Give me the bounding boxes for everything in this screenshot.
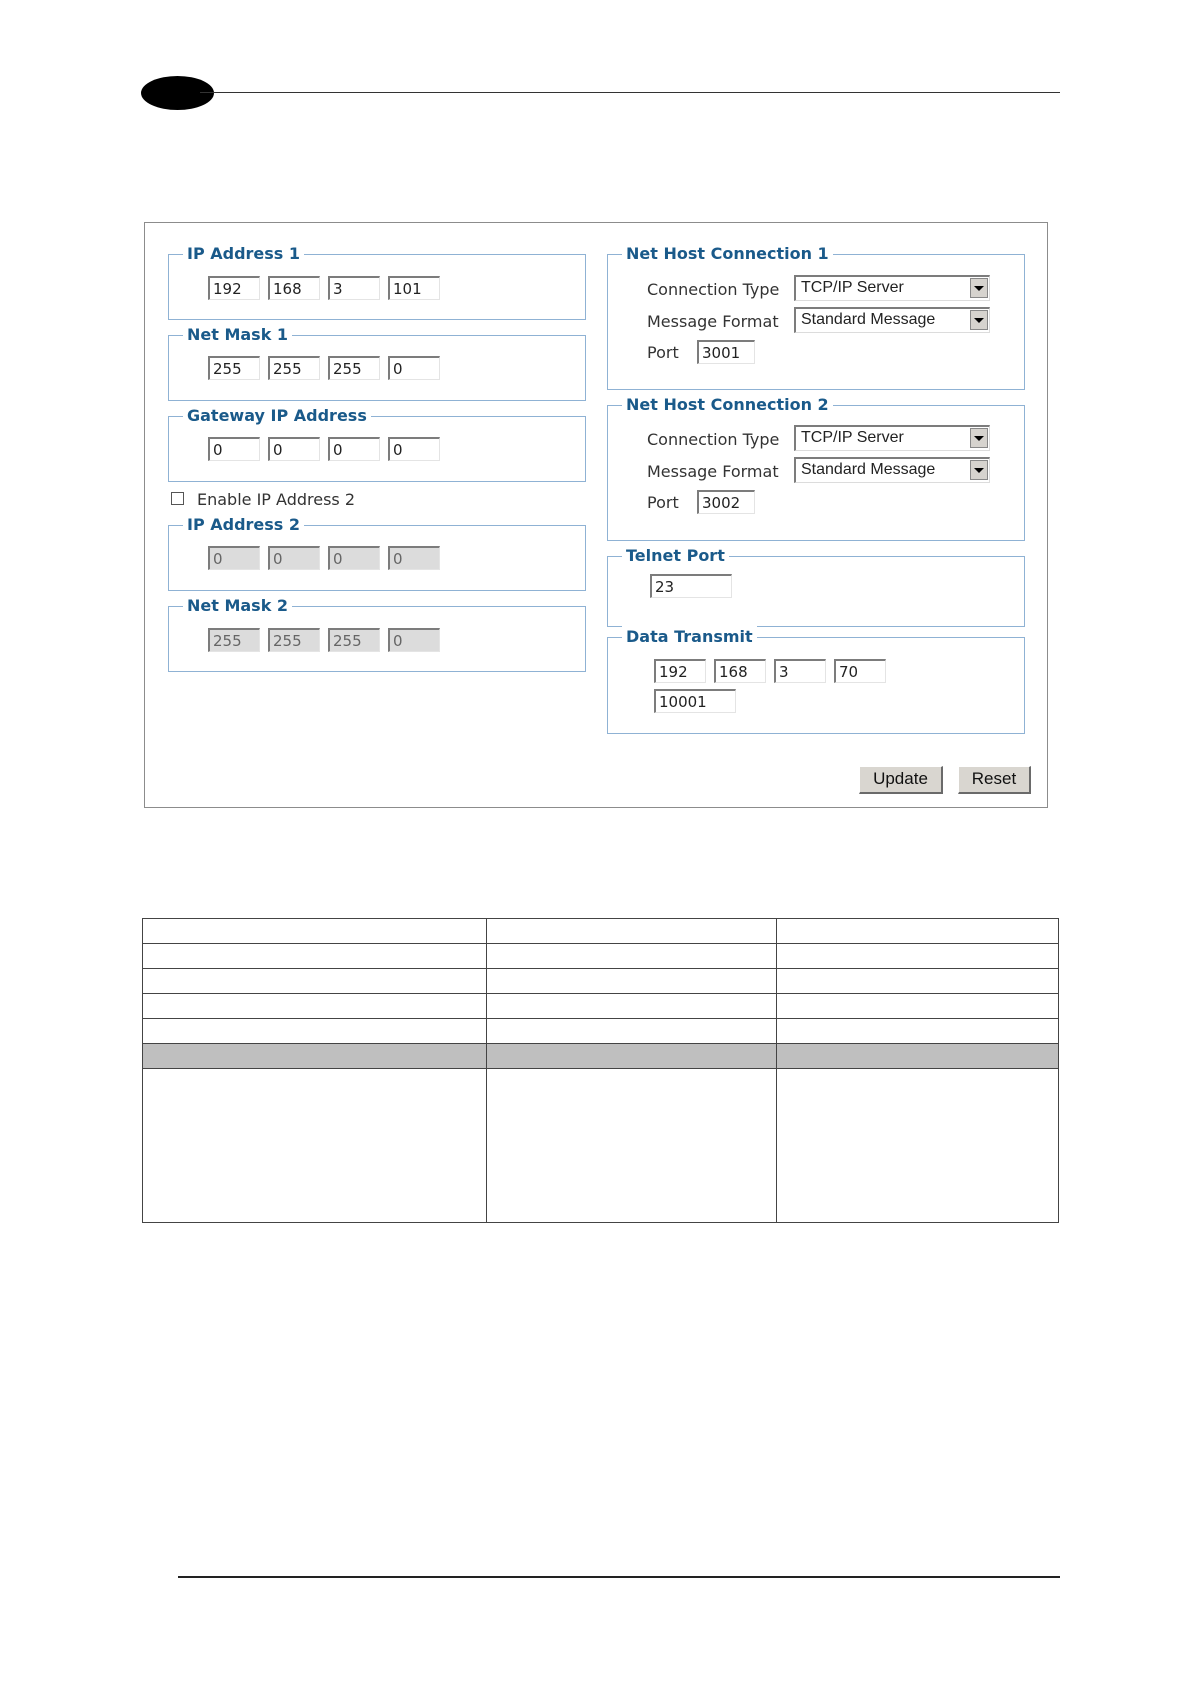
- host2-message-format-value: Standard Message: [801, 461, 936, 478]
- footer-rule: [178, 1576, 1060, 1578]
- host2-connection-type-label: Connection Type: [647, 430, 780, 449]
- enable-ip2-label: Enable IP Address 2: [197, 490, 356, 509]
- host2-port-input[interactable]: 3002: [697, 490, 755, 514]
- table-cell: [143, 969, 487, 994]
- data-transmit-octet-2[interactable]: 168: [714, 659, 766, 683]
- gateway-legend: Gateway IP Address: [183, 405, 371, 427]
- chevron-down-icon: [970, 428, 988, 448]
- table-cell: [777, 944, 1059, 969]
- table-row: [143, 1069, 1059, 1223]
- ip1-octet-3[interactable]: 3: [328, 276, 380, 300]
- table-cell: [143, 919, 487, 944]
- host1-port-input[interactable]: 3001: [697, 340, 755, 364]
- gateway-group: [168, 406, 586, 482]
- table-cell: [143, 1019, 487, 1044]
- telnet-port-group: [607, 546, 1025, 627]
- ip-address-1-group: [168, 244, 586, 320]
- host1-message-format-select[interactable]: [794, 307, 990, 333]
- mask2-octet-4[interactable]: 0: [388, 628, 440, 652]
- table-cell: [143, 1044, 487, 1069]
- net-host-1-legend: Net Host Connection 1: [622, 243, 833, 265]
- host1-port-label: Port: [647, 343, 679, 362]
- data-transmit-group: [607, 627, 1025, 734]
- gateway-octet-4[interactable]: 0: [388, 437, 440, 461]
- host1-connection-type-select[interactable]: [794, 275, 990, 301]
- net-host-2-legend: Net Host Connection 2: [622, 394, 833, 416]
- data-transmit-port-input[interactable]: 10001: [654, 689, 736, 713]
- table-cell: [143, 944, 487, 969]
- mask1-octet-1[interactable]: 255: [208, 356, 260, 380]
- table-row: [143, 1019, 1059, 1044]
- host2-connection-type-value: TCP/IP Server: [801, 429, 904, 446]
- gateway-octet-3[interactable]: 0: [328, 437, 380, 461]
- table-row: [143, 994, 1059, 1019]
- data-transmit-octet-3[interactable]: 3: [774, 659, 826, 683]
- net-mask-2-group: [168, 596, 586, 672]
- table-row: [143, 944, 1059, 969]
- chevron-down-icon: [970, 278, 988, 298]
- ip2-octet-1[interactable]: 0: [208, 546, 260, 570]
- mask2-octet-3[interactable]: 255: [328, 628, 380, 652]
- table-cell: [487, 969, 777, 994]
- ip-address-2-group: [168, 515, 586, 591]
- table-cell: [487, 1019, 777, 1044]
- mask2-octet-1[interactable]: 255: [208, 628, 260, 652]
- table-cell: [143, 1069, 487, 1223]
- host1-message-format-value: Standard Message: [801, 311, 936, 328]
- host2-connection-type-select[interactable]: [794, 425, 990, 451]
- table-cell: [487, 944, 777, 969]
- table-row: [143, 919, 1059, 944]
- table-cell: [487, 994, 777, 1019]
- chevron-down-icon: [970, 460, 988, 480]
- data-transmit-octet-4[interactable]: 70: [834, 659, 886, 683]
- table-cell: [487, 1069, 777, 1223]
- net-host-2-group: [607, 395, 1025, 541]
- host2-message-format-select[interactable]: [794, 457, 990, 483]
- header-rule: [200, 92, 1060, 93]
- ip1-octet-2[interactable]: 168: [268, 276, 320, 300]
- table-cell: [487, 1044, 777, 1069]
- ip1-octet-4[interactable]: 101: [388, 276, 440, 300]
- table-cell: [487, 919, 777, 944]
- chapter-marker: [141, 76, 214, 110]
- net-mask-1-legend: Net Mask 1: [183, 324, 292, 346]
- host1-message-format-label: Message Format: [647, 312, 779, 331]
- ip1-octet-1[interactable]: 192: [208, 276, 260, 300]
- table-cell: [777, 1069, 1059, 1223]
- network-settings-panel: [144, 222, 1048, 808]
- table-cell: [777, 1044, 1059, 1069]
- table-row-shaded: [143, 1044, 1059, 1069]
- table-row: [143, 969, 1059, 994]
- mask1-octet-3[interactable]: 255: [328, 356, 380, 380]
- ip2-octet-2[interactable]: 0: [268, 546, 320, 570]
- data-transmit-legend: Data Transmit: [622, 626, 757, 648]
- host1-connection-type-value: TCP/IP Server: [801, 279, 904, 296]
- host2-port-label: Port: [647, 493, 679, 512]
- enable-ip2-checkbox[interactable]: [171, 492, 184, 505]
- mask1-octet-2[interactable]: 255: [268, 356, 320, 380]
- net-host-1-group: [607, 244, 1025, 390]
- table-cell: [143, 994, 487, 1019]
- ip-address-1-legend: IP Address 1: [183, 243, 304, 265]
- ip2-octet-3[interactable]: 0: [328, 546, 380, 570]
- net-mask-1-group: [168, 325, 586, 401]
- mask2-octet-2[interactable]: 255: [268, 628, 320, 652]
- table-cell: [777, 969, 1059, 994]
- ip2-octet-4[interactable]: 0: [388, 546, 440, 570]
- host2-message-format-label: Message Format: [647, 462, 779, 481]
- net-mask-2-legend: Net Mask 2: [183, 595, 292, 617]
- table-cell: [777, 1019, 1059, 1044]
- telnet-port-legend: Telnet Port: [622, 545, 729, 567]
- telnet-port-input[interactable]: 23: [650, 574, 732, 598]
- table-cell: [777, 919, 1059, 944]
- update-button[interactable]: Update: [859, 766, 943, 794]
- gateway-octet-2[interactable]: 0: [268, 437, 320, 461]
- table-cell: [777, 994, 1059, 1019]
- gateway-octet-1[interactable]: 0: [208, 437, 260, 461]
- host1-connection-type-label: Connection Type: [647, 280, 780, 299]
- mask1-octet-4[interactable]: 0: [388, 356, 440, 380]
- reset-button[interactable]: Reset: [958, 766, 1031, 794]
- data-transmit-octet-1[interactable]: 192: [654, 659, 706, 683]
- ip-address-2-legend: IP Address 2: [183, 514, 304, 536]
- chevron-down-icon: [970, 310, 988, 330]
- parameter-table: [142, 918, 1059, 1223]
